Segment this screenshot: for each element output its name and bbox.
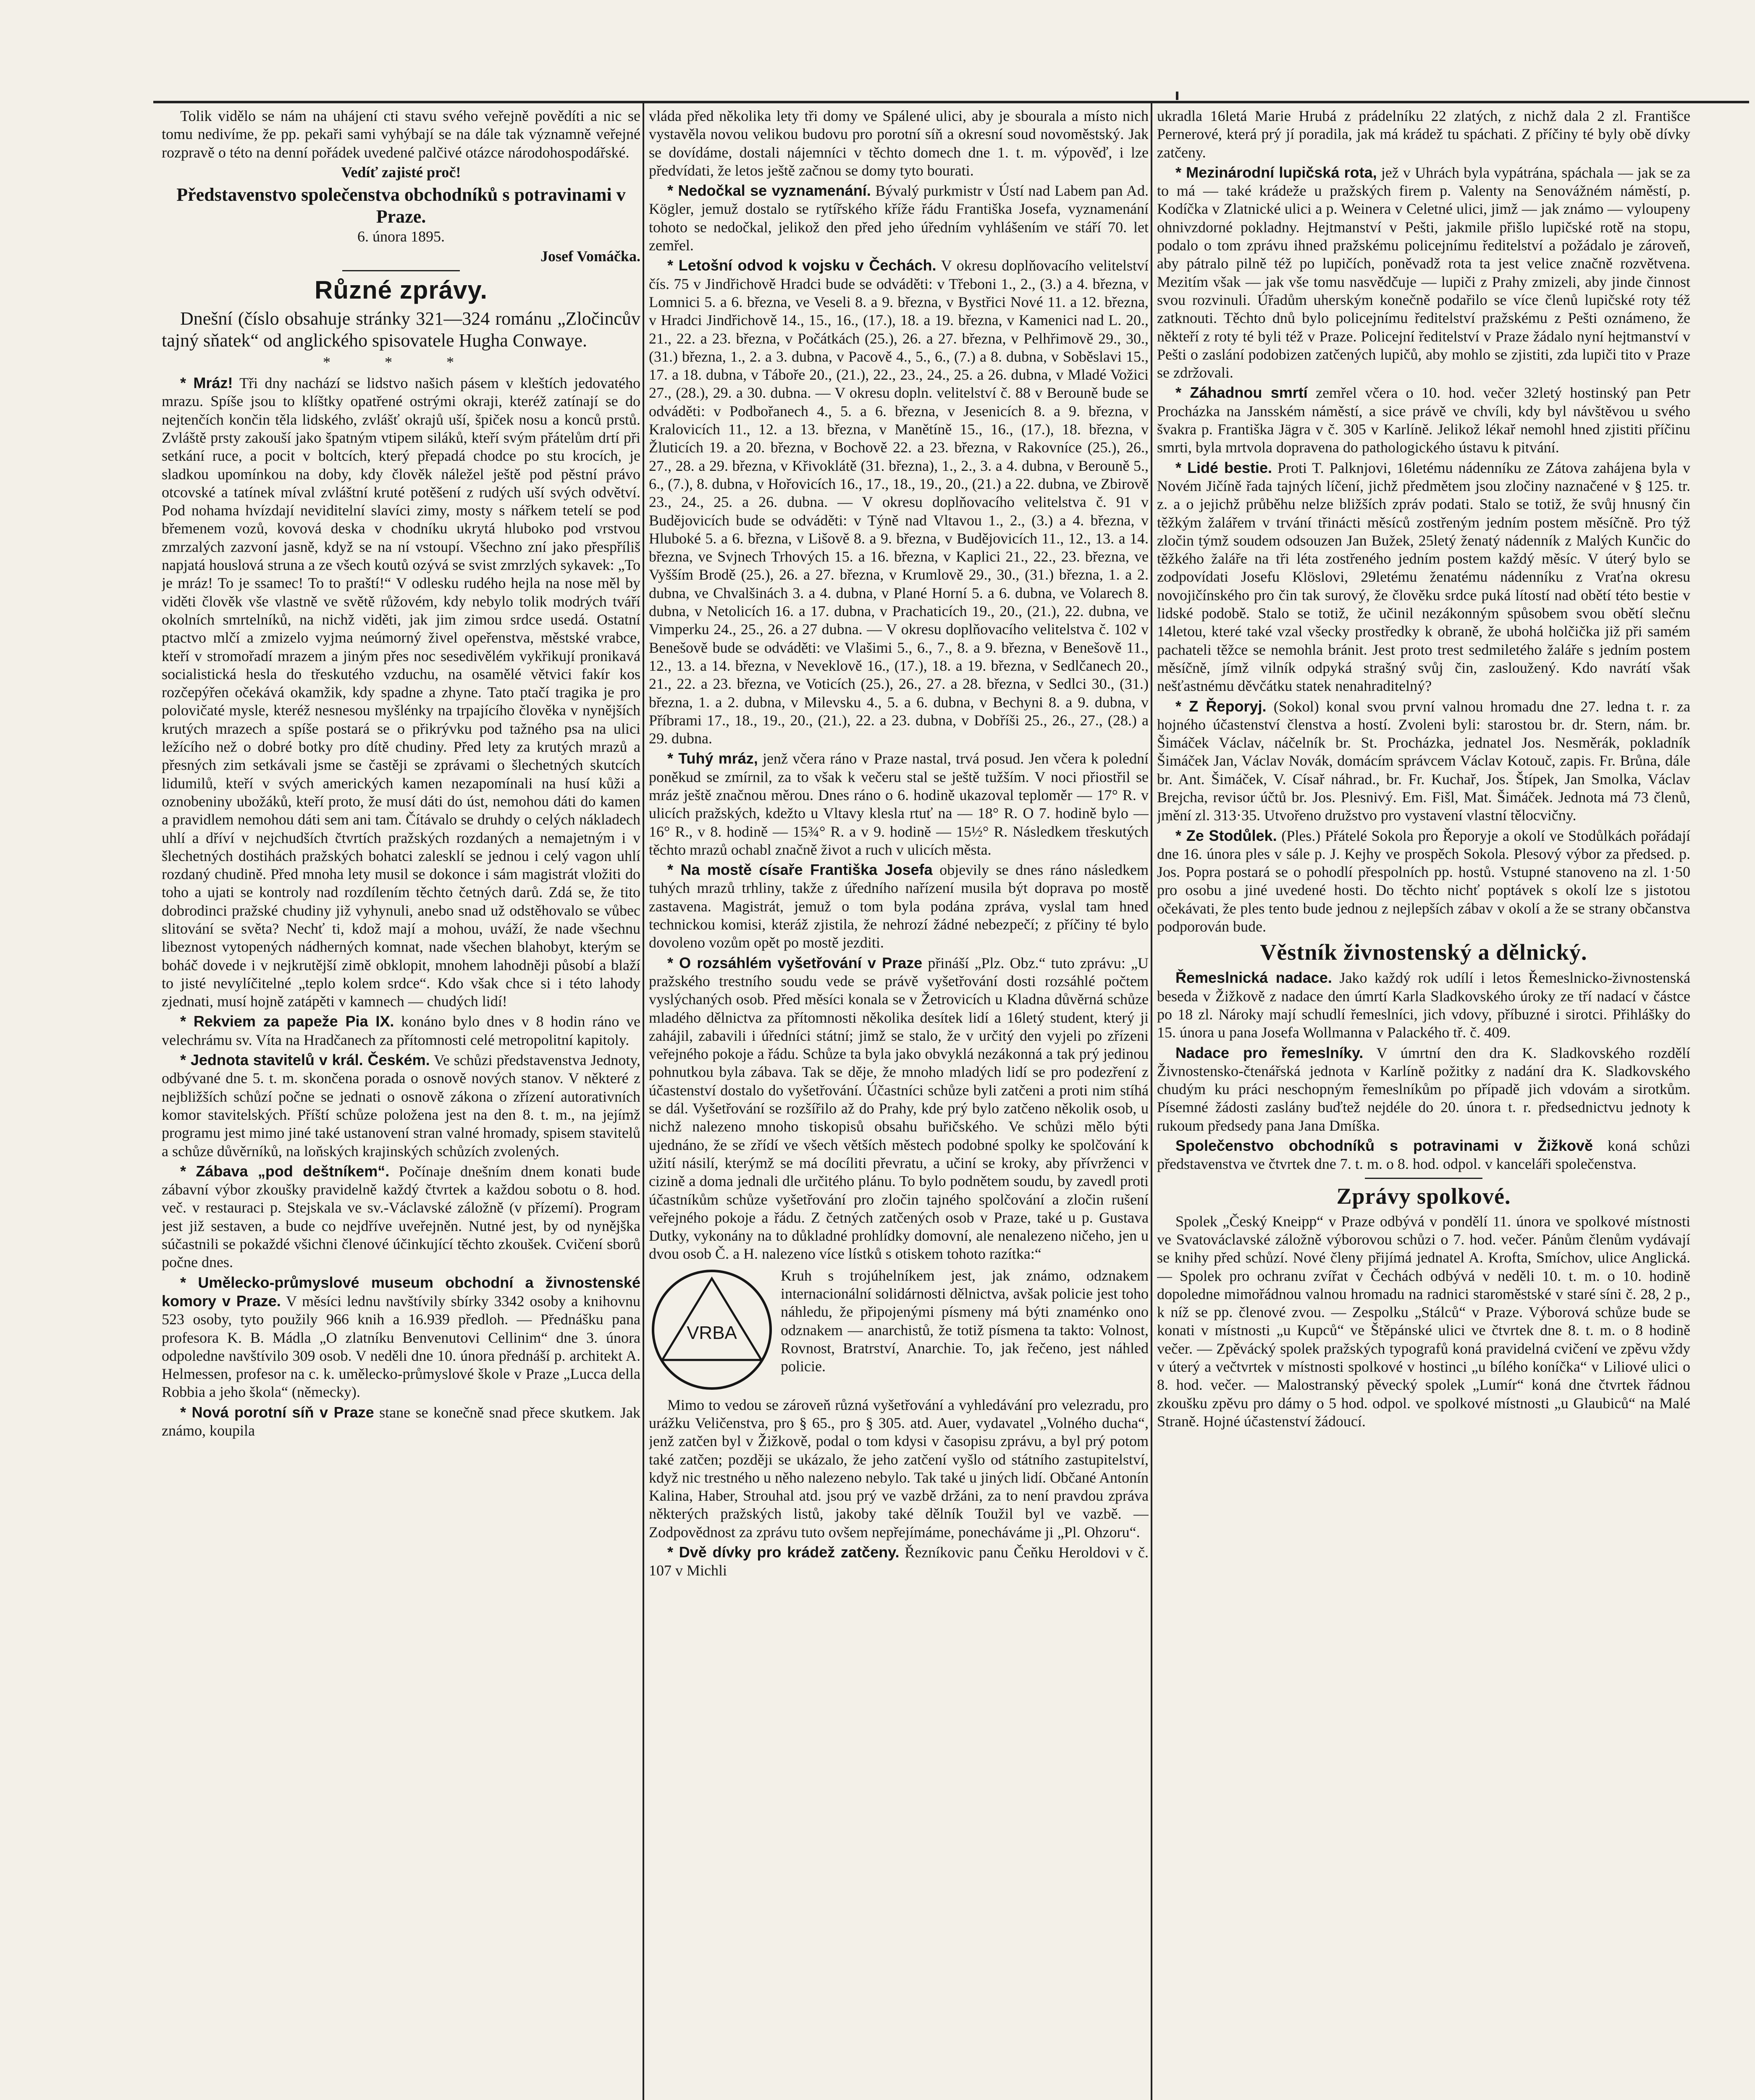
article-tuhy-mraz [649, 749, 1149, 859]
article-nadace-head: Řemeslnická nadace. [1175, 969, 1332, 987]
article-zabava-body: Počínaje dnešním dnem konati bude zábavní výbor zkoušky pravidelně každý čtvrtek a každou sobotu o 8. hod. več. v restauraci p. Stejskala ve sv.-Václavské záložně (v přízemí). Program jest již sestaven, a bude co nejdříve uveřejněn. Nutné jest, by od nynějška súčastnili se pokaždé všichni členové účinkující těchto zkoušek. Cvičení sborů počne dnes. [162, 1163, 640, 1271]
article-divky-head: * Dvě dívky pro krádež zatčeny. [667, 1544, 900, 1561]
article-nedockal-body: Bývalý purkmistr v Ústí nad Labem pan Ad. Kögler, jemuž dostalo se rytířského kříže řádu Františka Josefa, vyznamenání tohoto se nedočkal, jelikož den před jeho úředním vyhlášením ve stáří 70. let zemřel. [649, 182, 1149, 254]
article-reporyj [1157, 697, 1690, 825]
stars-separator: * * * [323, 353, 479, 370]
article-mraz [162, 374, 640, 1011]
section-divider-2 [1365, 1178, 1482, 1179]
article-mraz-body: Tři dny nachází se lidstvo našich pásem v kleštích jedovatého mrazu. Spíše jsou to klíštky opatřené ostrými okraji, kteréž zatínají se do nejtenčích končin těla lidského, zvlášť okrajů uší, špiček nosu a konců prstů. Zvláště prsty zakouší jako špatným vtipem siláků, kteří svým přátelům drtí při setkání ruce, a pocit v boltcích, který přepadá chodce po stu krocích, je sladkou upomínkou na doby, kdy člověk náležel ještě pod pěstní právo otcovské a tatínek míval zvláštní kruté potěšení z rudých uší svých odvětví. Pod nohama hvízdají neviditelní slavíci zimy, mosty s nářkem tetelí se pod břemenem vozů, kovová deska v chodníku ukrytá hluboko pod vrstvou zmrzalých zazvoní jasně, když se na ní vstoupí. Všechno zní jako přespříliš napjatá houslová struna a ze všech koutů ozývá se svist zmrzlých sykavek: „To je mráz! To je ssamec! To to praští!“ V odlesku rudého hejla na nose měl by viděti člověk vše vlastně ve světě růžovém, kdy nebylo tolik modrých tváří okolních smrtelníků, na nichž viděti, jak jim zimou srdce usedá. Ostatní ptactvo mlčí a zmizelo vyjma neúmorný živel opeřenstva, městské vrabce, kteří v stromořadí mrazem a jiným přes noc sesedivělém vykřikují pronikavá socialistická hesla do třeskutého vzduchu, na osamělé větvici fakír kos rozčepýřen očekává okamžik, kdy spadne a zhyne. Tato ptačí tragika je pro polovičaté mysle, kteréž nesnesou myšlénky na trpajícího člověka v nynějších krutých mrazech a spíše postará se o přikrývku pod tažného psa na ulici ležícího než o dobré botky pro dítě chudiny. Před lety za krutých mrazů a přesných zim setkávali jsme se častěji se zprávami o šlechetných skutcích lidumilů, kteří v svých amerických kamen nezapomínali na husí kůži a oznobeniny ubožáků, kteří proto, že musí dáti do úst, nemohou dáti do kamen a pravidlem nemohou dáti sem ani tam. Čítávalo se druhdy o celých nákladech uhlí a dříví v nejchudších čtvrtích pražských rozdaných a nemajetným i v šlechetných dostihách pražských bohatci zalesklí se jednou i celý vagon uhlí rozdaný chudině. Před mnoha lety musil se dokonce i sám magistrát vložiti do toho a ujati se kontroly nad rozdílením těchto četných darů. Zdá se, že tito dobrodinci pražské chudiny již vyhynuli, anebo snad už odstěhovalo se vůbec slitování se světa? Nechť ti, kdož mají a mohou, uváží, že nade všechnu libeznost vytopených nádherných komnat, nade všechen blahobyt, kterým se boháč dovede i v nejkrutější zimě obklopit, mnohem lahodněji působí a blaží to jisté nevylíčitelné „teplo kolem srdce“. Kdo však chce si i této lahody zjednati, musí hojně zatápěti v kamnech — chudých lidí! [162, 375, 640, 1010]
article-most [649, 861, 1149, 952]
porotni-continued: vláda před několika lety tři domy ve Spálené ulici, aby je sbourala a místo nich vystavěla novou velikou budovu pro porotní síň a okresní soud novoměstský. Jak se dovídáme, dostali nájemníci v těchto domech dne 1. t. m. výpověď, i lze předvídati, že letos ještě začnou se domy tyto bourati. [649, 108, 1149, 179]
top-rule [153, 101, 1749, 103]
column-divider-2 [1151, 103, 1152, 2100]
bakers-paragraph: Tolik vidělo se nám na uhájení cti stavu svého veřejně povědíti a nic se tomu nedivíme, že pp. pekaři sami vyhýbají se na dále tak významně veřejné rozpravě o této na denní pořádek uvedené palčivé otázce národohospodářské. [162, 108, 640, 161]
article-zabava-head: * Zábava „pod deštníkem“. [180, 1162, 390, 1180]
article-vysetrovani-head: * O rozsáhlém vyšetřování v Praze [667, 954, 923, 971]
article-stodulek [1157, 827, 1690, 936]
article-jednota-body: Ve schůzi představenstva Jednoty, odbývané dne 5. t. m. skončena porada o osnově nových stanov. V některé z nejbližších schůzí počne se jednati o osnově zákona o zřízení autorativních komor stavitelských. Příští schůze položena jest na den 8. t. m., na jejímž programu jest mimo jiné také ustanovení stran valné hromady, spisem stavitelů a schůze důvěrníků, na loňských krajinských schůzích zvolených. [162, 1052, 640, 1160]
article-nadace [1157, 969, 1690, 1042]
article-mraz-head: * Mráz! [180, 374, 233, 392]
article-vysetrovani-body: přináší „Plz. Obz.“ tuto zprávu: „U pražského trestního soudu vede se právě vyšetřování dosti rozsáhlé počtem vyslýchaných osob. Před měsíci konala se v Žetrovicích u Kladna důvěrná schůze mladého dělnictva za přítomnosti několika desítek lidí a 16letý student, který ji zahájil, zabavili i úředníci státní; jimž se stalo, že v určitý den vyjeli po zřízeni veřejného pokoje a řádu. Schůze ta byla jako obvyklá nezákonná a tak prý jedinou pohnutkou byla zábava. Tak se děje, že mnoho mladých lidí se pro podezření z účastenství dostalo do vyšetřování. Účastníci schůze byli zatčeni a proti nim stíhá se dál. Vyšetřování se rozšířilo až do Prahy, kde prý bylo zatčeno několik osob, u nichž nalezeno mnoho tiskopisů obsahu buřičského. Ve schůzi mělo býti ujednáno, že se zřídí ve všech větších městech podobné spolky ke spolčování k užití násilí, kterýmž se má docíliti převratu, a učiní se kroky, aby přívrženci v cizině a doma jednali dle určitého plánu. To bylo podnětem soudu, by zavedl proti účastníkům schůze vyšetřování pro zločin tajného spolčování a zločin rušení veřejného pokoje a řádu. Z četných zatčených osob v Praze, také u p. Gustava Dutky, vykonány na to důkladné prohlídky domovní, ale nenalezeno ničeho, jen u dvou osob Č. a H. nalezeno více lístků s otiskem tohoto razítka:“ [649, 954, 1149, 1263]
bakers-closing: Vedíť zajisté proč! [341, 163, 461, 181]
article-divky-body: Řezníkovic panu Čeňku Heroldovi v č. 107 v Michli [649, 1544, 1149, 1579]
article-nadace-body: Jako každý rok udílí i letos Řemeslnicko-živnostenská beseda v Žižkově z nadace den úmrtí Karla Sladkovského úroky ze tří nadací v částce po 18 zl. Nároky mají schudlí řemeslníci, jich vdovy, příbuzné i sirotci. Přihlášky do 15. února u pana Josefa Wollmanna v Palackého tř. č. 409. [1157, 969, 1690, 1041]
article-rekviem-head: * Rekviem za papeže Pia IX. [180, 1013, 394, 1030]
vysetrovani-continued: Mimo to vedou se zároveň různá vyšetřování a vyhledávání pro velezradu, pro urážku Veličenstva, pro § 65., pro § 305. atd. Auer, vydavatel „Volného ducha“, jenž zatčen byl v Žižkově, podal o tom kdysi v časopisu zprávu, a byl prý potom také zatčen; později se ukázalo, že jeho zatčení vyšlo od státního zastupitelství, když nic trestného u něho nalezeno nebylo. Tak také u jiných lidí. Občané Antonín Kalina, Haber, Strouhal atd. jsou prý ve vazbě držáni, za to není pravdou zpráva některých pražských listů, jakoby také dělník Toužil byl ve vazbě. — Zodpovědnost za zprávu tuto ovšem nepřejímáme, ponecháváme ji „Pl. Ohzoru“. [649, 1396, 1149, 1541]
article-divky [649, 1543, 1149, 1580]
article-odvod-body: V okresu doplňovacího velitelství čís. 75 v Jindřichově Hradci bude se odváděti: v Třeboni 1., 2., (3.) a 4. března, v Lomnici 5. a 6. března, ve Veseli 8. a 9. března, v Bystřici Nové 11. a 12. března, v Hradci Jindřichově 14., 15., 16., (17.), 18. a 19. března, v Kamenici nad L. 20., 21., 22. a 23. března, v Počátkách (25.), 26. a 27. března, v Pelhřimově 29., 30., (31.) března, 1., 2. a 3. dubna, v Pacově 4., 5., 6., (7.) a 8. dubna, v Soběslavi 15., 17. a 18. dubna, v Táboře 20., (21.), 22., 23., 24., 25. a 26. dubna, v Mladé Vožici 27., (28.), 29. a 30. dubna. — V okresu dopln. velitelství č. 88 v Berouně bude se odváděti: v Podbořanech 4., 5. a 6. března, v Jesenicích 8. a 9. března, v Kralovicích 11., 12. a 13. března, v Manětíně 15., 16., (17.), 18. března, v Žluticích 19. a 20. března, v Bochově 22. a 23. března, v Rakovníce (25.), 26., 27., 28. a 29. března, v Křivoklátě (31. března), 1., 2., 3. a 4. dubna, v Berouně 5., 6., (7.), 8. dubna, v Hořovicích 16., 17., 18., 19., 20., (21.) a 22. dubna, ve Zbirově 23., 24., 25. a 26. dubna. — V okresu doplňovacího velitelstva č. 91 v Budějovicích bude se odváděti: v Týně nad Vltavou 1., 2., (3.) a 4. března, v Hluboké 5. a 6. března, v Lišově 8. a 9. března, v Budějovicích 11., 12., 13. a 14. března, ve Svjnech Trhových 15. a 16. března, v Kaplici 21., 22., 23. března, ve Vyšším Brodě (25.), 26. a 27. března, v Krumlově 29., 30., (31.) března, 1. a 2. dubna, ve Chvalšinách 3. a 4. dubna, v Plané Horní 5. a 6. dubna, ve Volarech 8. dubna, v Netolicích 16. a 17. dubna, v Prachaticích 19., 20., (21.), 22. dubna, ve Vimperku 24., 25., 26. a 27 dubna. — V okresu doplňovacího velitelstva č. 102 v Benešově bude se odváděti: ve Vlašimi 5., 6., 7., 8. a 9. března, v Benešově 11., 12., 13. a 14. března, v Neveklově 16., (17.), 18. a 19. března, v Sedlčanech 20., 21., 22. a 23. března, ve Voticích (25.), 26., 27. a 28. března, v Sedlci 30., (31.) března, 1. a 2. dubna, v Milevsku 4., 5. a 6. dubna, v Bechyni 8. a 9. dubna, v Příbrami 17., 18., 19., 20., (21.), 22. a 23. dubna, v Dobříši 25., 26., 27., (28.) a 29. dubna. [649, 257, 1149, 747]
article-porotni-head: * Nová porotní síň v Praze [180, 1403, 374, 1421]
article-most-head: * Na mostě císaře Františka Josefa [667, 861, 933, 879]
article-tuhy-mraz-body: jenž včera ráno v Praze nastal, trvá posud. Jen včera k polední poněkud se zmírnil, za to však k večeru stal se ještě tužším. V noci přiostřil se mráz ještě značnou měrou. Dnes ráno o 6. hodině ukazoval teploměr — 17° R. v ulicích pražských, kdežto u Vltavy klesla rtuť na — 18° R. O 7. hodině bylo — 16° R., v 8. hodině — 15¾° R. a v 9. hodině — 15½° R. Následkem třeskutých těchto mrazů ochabl značně život a ruch v ulicích města. [649, 750, 1149, 858]
article-smrt-body: zemřel včera o 10. hod. večer 32letý hostinský pan Petr Procházka na Jansském náměstí, a sice právě ve chvíli, kdy byl návštěvou u svého švakra p. Františka Jägra v č. 305 v Karlíně. Jelikož lékař nemohl hned zjistiti příčinu smrti, byla mrtvola dopravena do pathologického ústavu k pitvání. [1157, 384, 1690, 456]
article-museum-body: V měsíci lednu navštívily sbírky 3342 osoby a knihovnu 523 osoby, tyto použily 966 knih a 16.939 předloh. — Přednášku pana profesora K. B. Mádla „O zlatníku Benvenutovi Cellinim“ dne 3. února odpoledne navštívilo 309 osob. V neděli dne 10. února přednáší p. architekt A. Helmessen, profesor na c. k. umělecko-průmyslové škole v Praze „Lucca della Robbia a jeho škola“ (německy). [162, 1292, 640, 1401]
article-odvod [649, 256, 1149, 748]
article-museum-head: * Umělecko-průmyslové museum obchodní a živnostenské komory v Praze. [162, 1273, 640, 1310]
article-rota [1157, 163, 1690, 382]
vrba-stamp-label: VRBA [687, 1322, 737, 1343]
article-nadace2 [1157, 1044, 1690, 1135]
signing-date: 6. února 1895. [357, 228, 445, 245]
column-divider-1 [643, 103, 644, 2100]
novel-notice: Dnešní (číslo obsahuje stránky 321—324 románu „Zločincův tajný sňatek“ od anglického spisovatele Hugha Conwaye. [162, 308, 640, 351]
stamp-block [649, 1267, 1149, 1393]
article-nadace2-body: V úmrtní den dra K. Sladkovského rozdělí Živnostensko-čtenářská jednota v Karlíně požitky z nadání dra K. Sladkovského chudým ku práci neschopným řemeslníkům po případě jich vdovám a sirotkům. Písemné žádosti zaslány buďtež nejdéle do 20. února t. r. předsednictvu jednoty k rukoum předsedy pana Jana Dmíška. [1157, 1044, 1690, 1134]
article-porotni-body: stane se konečně snad přece skutkem. Jak známo, koupila [162, 1404, 640, 1439]
article-nedockal [649, 181, 1149, 255]
article-vysetrovani [649, 954, 1149, 1263]
article-tuhy-mraz-head: * Tuhý mráz, [667, 750, 758, 767]
article-porotni [162, 1403, 640, 1440]
section-title-spolkove: Zprávy spolkové. [1336, 1183, 1511, 1209]
article-nedockal-head: * Nedočkal se vyznamenání. [667, 182, 871, 200]
section-title-ruzne-zpravy: Různé zprávy. [315, 276, 488, 304]
divky-continued: ukradla 16letá Marie Hrubá z prádelníku 22 zlatých, z nichž dala 2 zl. Františce Pernerové, která prý jí poradila, jak má krádež tu spáchati. Z příčiny té byly obě dívky zatčeny. [1157, 108, 1690, 161]
article-stodulek-head: * Ze Stodůlek. [1175, 827, 1277, 844]
section-title-vestnik: Věstník živnostenský a dělnický. [1260, 940, 1587, 965]
article-rota-body: jež v Uhrách byla vypátrána, spáchala — jak se za to má — také krádeže u pražských firem p. Valenty na Senovážném náměstí, p. Kodíčka v Zlatnické ulici a p. Weinera v Celetné ulici, jimž — jak známo — vyloupeny ohnivzdorné pokladny. Hejtmanství v Pešti, jakmile přišlo lupičské rotě na stopu, podalo o tom zprávu ihned pražskému policejnímu ředitelství a požádalo je zároveň, aby pátralo pilně též po lupičích, poněvadž rota ta jest velice značně rozvětvena. Mezitím však — jak vše tomu nasvědčuje — lupiči z Prahy zmizeli, aby jinde činnost svou rozvinuli. Úřadům uherským konečně podařilo se více členů lupičské roty též zatknouti. Těchto dnů bylo policejnímu ředitelství pražskému z Pešti oznámeno, že někteří z roty té byli též v Praze. Policejní ředitelství v Praze žádalo nyní hejtmanství v Pešti o zaslání podobizen zatčených lupičů, aby mohlo se zjistiti, zda lupiči tito v Praze se zdržovali. [1157, 164, 1690, 381]
article-reporyj-body: (Sokol) konal svou první valnou hromadu dne 27. ledna t. r. za hojného účastenství členstva a hostí. Zvoleni byli: starostou br. dr. Stern, nám. br. Šimáček Václav, náčelník br. St. Procházka, jednatel Jos. Nesměrák, pokladník Šimáček Jan, Václav Novák, domácím správcem Václav Kotouč, zapis. Fr. Brůna, dále br. Ant. Šimáček, V. Císař náhrad., br. Fr. Kuchař, Jos. Štípek, Jan Smolka, Václav Brejcha, revisor účtů br. Jos. Plesnivý. Em. Fišl, Mat. Šimáček. Jednota má 73 členů, jmění zl. 313·35. Utvořeno družstvo pro vystavení vlastní tělocvičny. [1157, 698, 1690, 824]
article-odvod-head: * Letošní odvod k vojsku v Čechách. [667, 257, 937, 274]
article-spolecenstvo [1157, 1137, 1690, 1173]
article-nadace2-head: Nadace pro řemeslníky. [1175, 1044, 1364, 1061]
column-1 [162, 107, 640, 1441]
stamp-caption: Kruh s trojúhelníkem jest, jak známo, odznakem internacionální solidárnosti dělnictva, avšak policie jest toho náhledu, že připojenými písmeny má býti znaménko ono odznakem — anarchistů, že totiž písmena ta takto: Volnost, Rovnost, Bratrství, Anarchie. To, jak řečeno, jest náhled policie. [781, 1267, 1149, 1375]
article-jednota-head: * Jednota stavitelů v král. Českém. [180, 1051, 430, 1069]
article-most-body: objevily se dnes ráno následkem tuhých mrazů trhliny, takže z úředního nařízení musila být doprava po mostě zastavena. Magistrát, jemuž o tom byla podána zpráva, vyslal tam hned technickou komisi, kteráž zjistila, že nehrozí žádné nebezpečí; z příčiny té bylo dovoleno vozům opět po mostě jezditi. [649, 861, 1149, 951]
article-bestie [1157, 459, 1690, 696]
article-museum [162, 1273, 640, 1402]
column-2 [649, 107, 1149, 1582]
column-3 [1157, 107, 1690, 1432]
article-bestie-head: * Lidé bestie. [1175, 459, 1272, 476]
article-smrt-head: * Záhadnou smrtí [1175, 384, 1308, 402]
top-tick-mark [1176, 92, 1178, 100]
article-spolecenstvo-body: koná schůzi představenstva ve čtvrtek dne 7. t. m. o 8. hod. odpol. v kanceláři společenstva. [1157, 1137, 1690, 1173]
article-stodulek-body: (Ples.) Přátelé Sokola pro Řeporyje a okolí ve Stodůlkách pořádají dne 16. února ples v sále p. J. Kejhy ve prospěch Sokola. Plesový výbor za předsed. p. Jos. Popra postará se o pohodlí přespolních pp. hostů. Vstupné stanoveno na zl. 1·50 pro osobu a jiné uvedené hosti. Do těchto nichť poptávek s okolí lze s jistotou očekávati, že ples tento bude jednou z nejlepších zábav v okolí a že se strany občanstva podporován bude. [1157, 827, 1690, 935]
article-rota-head: * Mezinárodní lupičská rota, [1175, 163, 1377, 181]
article-spolecenstvo-head: Společenstvo obchodníků s potravinami v Žižkově [1175, 1137, 1593, 1155]
article-rekviem [162, 1012, 640, 1049]
article-bestie-body: Proti T. Palknjovi, 16letému nádenníku ze Zátova zahájena byla v Novém Jičíně řada tajných líčení, jichž předmětem jsou zločiny naznačené v § 125. tr. z. a o jejichž průběhu nelze bližších zpráv podati. Stalo se totiž, že svůj hnusný čin těžkým žalářem v trvání třinácti měsíců zostřeným jedním postem měsíčně. Pro týž zločin týmž soudem odsouzen Jan Bužek, 25letý ženatý nádenník z Malých Kunčic do těžkého žaláře na tři léta zostřeného jedním postem každý měsíc. V úterý bylo se zodpovídati Josefu Klöslovi, 29letému ženatému nádenníku z Vraťna okresu novojičínského pro čin tak surový, že člověku srdce puká lítostí nad obětí této bestie v lidské podobě. Stalo se totiž, že učinil nezákonným spůsobem svou obětí slečnu 14letou, které také vzal všecky prostředky k obraně, že ubohá holčička již při samém pachateli těžce se nemohla bránit. Jest proto trest sedmiletého žaláře s jedním postem měsíčně, jímž vilník odpyká strašný svůj čin, zasloužený. Kdo navrátí však nešťastnému děvčátku statek nenahraditelný? [1157, 459, 1690, 695]
signing-organization: Představenstvo společenstva obchodníků s potravinami v Praze. [176, 184, 626, 227]
article-smrt [1157, 383, 1690, 457]
article-zabava [162, 1162, 640, 1272]
signature: Josef Vomáčka. [540, 248, 640, 265]
vrba-stamp-seal [649, 1267, 775, 1393]
article-jednota [162, 1051, 640, 1160]
article-rekviem-body: konáno bylo dnes v 8 hodin ráno ve velechrámu sv. Víta na Hradčanech za přítomnosti celé metropolitní kapitoly. [162, 1013, 640, 1048]
article-reporyj-head: * Z Řeporyj. [1175, 697, 1267, 715]
article-spolkove: Spolek „Český Kneipp“ v Praze odbývá v pondělí 11. února ve spolkové místnosti ve Svatováclavské záložně výborovou schůzi o 7. hod. večer. Pánům členům vydávají se knihy před schůzí. Nové členy přijímá jednatel A. Krofta, Smíchov, ulice Anglická. — Spolek pro ochranu zvířat v Čechách odbývá v neděli 10. t. m. o 10. hodině dopoledne mimořádnou valnou hromadu na radnici staroměstské v staré síni č. 28, 2 p., k níž se pp. členové zvou. — Zespolku „Stálců“ v Praze. Výborová schůze bude se konati v místnosti „u Kupců“ ve Štěpánské ulici ve čtvrtek dne 8. t. m. o 8 hodině večer. — Zpěvácký spolek pražských typografů koná pravidelná cvičení ve zpěvu vždy v úterý a večtvrtek v místnosti spolkové v hostinci „u bílého koníčka“ v Liliové ulici o 8. hod. večer. — Malostranský pěvecký spolek „Lumír“ koná dne čtvrtek řádnou zkoušku zpěvu pro dámy o 5 hod. odpol. ve spolkové místnosti „u Glaubiců“ na Malé Straně. Hojné účastenství žádoucí. [1157, 1213, 1690, 1430]
section-divider [342, 270, 460, 271]
